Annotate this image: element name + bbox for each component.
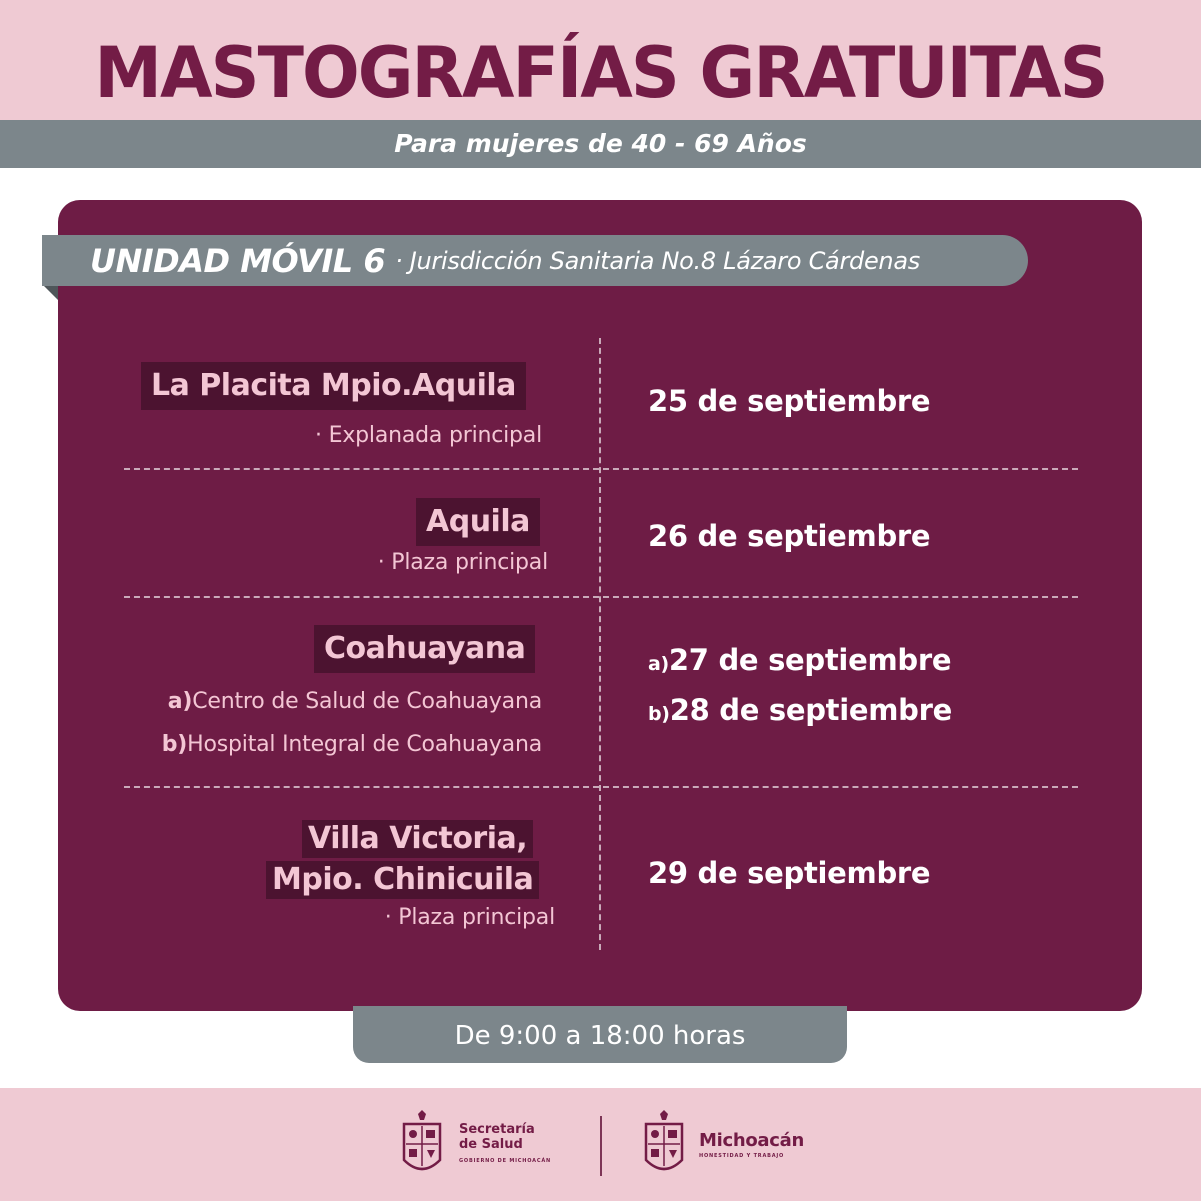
place-detail: · Explanada principal — [315, 423, 542, 448]
org-name-line: Secretaría — [459, 1122, 535, 1137]
org-name-line: de Salud — [459, 1137, 523, 1152]
row-divider — [124, 596, 1078, 598]
place-detail: · Plaza principal — [377, 550, 548, 575]
place-detail — [168, 687, 542, 717]
place-name-line: Villa Victoria, — [302, 820, 533, 858]
page-subtitle: Para mujeres de 40 - 69 Años — [394, 129, 807, 158]
logo-divider — [600, 1116, 602, 1176]
unit-jurisdiction: · Jurisdicción Sanitaria No.8 Lázaro Cárdenas — [395, 246, 920, 275]
michoacan-tagline: HONESTIDAD Y TRABAJO — [699, 1153, 785, 1159]
date-text: 28 de septiembre — [669, 693, 952, 727]
unit-ribbon-fold — [42, 284, 58, 300]
date-marker: b) — [648, 703, 670, 725]
detail-text: Hospital Integral de Coahuayana — [187, 732, 542, 757]
org-tagline: GOBIERNO DE MICHOACÁN — [459, 1158, 551, 1164]
row-divider — [124, 786, 1078, 788]
detail-marker: b) — [161, 732, 188, 757]
unit-ribbon — [42, 235, 1028, 286]
detail-text: Centro de Salud de Coahuayana — [192, 689, 542, 714]
place-name: Aquila — [416, 498, 540, 546]
michoacan-seal-icon — [400, 1110, 444, 1180]
row-divider — [124, 468, 1078, 470]
place-name: Coahuayana — [314, 625, 535, 673]
place-detail: · Plaza principal — [384, 905, 555, 930]
michoacan-name: Michoacán — [699, 1130, 805, 1151]
place-name-line: Mpio. Chinicuila — [266, 861, 539, 899]
place-detail — [162, 730, 542, 760]
date-text: 27 de septiembre — [668, 643, 952, 677]
schedule-date: 25 de septiembre — [648, 384, 931, 418]
schedule-date — [648, 640, 951, 684]
column-divider — [599, 338, 601, 950]
unit-name: UNIDAD MÓVIL 6 — [90, 241, 386, 280]
detail-marker: a) — [167, 689, 193, 714]
michoacan-seal-icon — [642, 1110, 686, 1180]
date-marker: a) — [648, 653, 669, 675]
schedule-date: 26 de septiembre — [648, 519, 931, 553]
hours-label: De 9:00 a 18:00 horas — [353, 1006, 847, 1063]
schedule-date: 29 de septiembre — [648, 856, 931, 890]
schedule-date — [648, 690, 952, 734]
place-name: La Placita Mpio.Aquila — [141, 362, 526, 410]
page-title: MASTOGRAFÍAS GRATUITAS — [94, 32, 1107, 114]
